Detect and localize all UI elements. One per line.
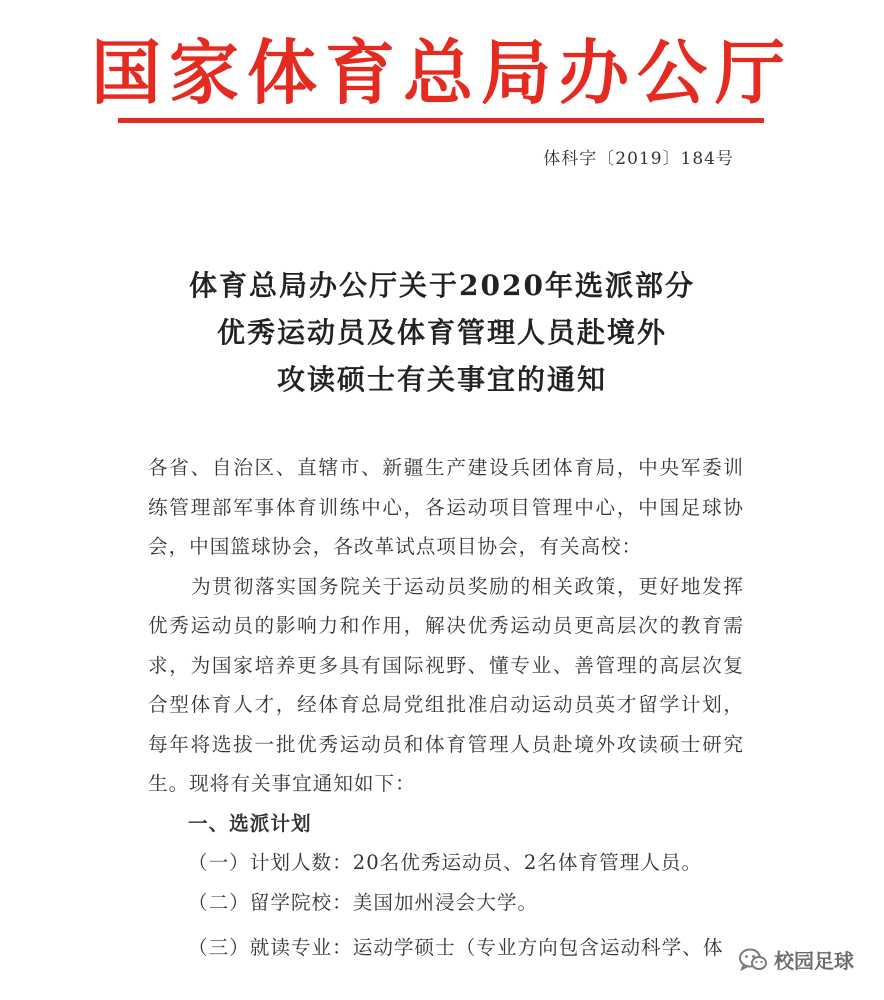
document-body — [148, 448, 744, 922]
section-heading: 一、选派计划 — [188, 811, 312, 835]
intro-paragraph: 为贯彻落实国务院关于运动员奖励的相关政策，更好地发挥优秀运动员的影响力和作用，解决优秀运动员更高层次的教育需求，为国家培养更多具有国际视野、懂专业、善管理的高层次复合型体育人才，经体育总局党组批准启动运动员英才留学计划，每年将选拔一批优秀运动员和体育管理人员赴境外攻读硕士研究生。现将有关事宜通知如下： — [148, 574, 744, 795]
wechat-icon — [738, 947, 768, 973]
title-line-3: 攻读硕士有关事宜的通知 — [276, 363, 607, 396]
title-line-2: 优秀运动员及体育管理人员赴境外 — [216, 316, 667, 349]
document-number: 体科字〔2019〕184号 — [543, 149, 734, 169]
title-line-1: 体育总局办公厅关于2020年选派部分 — [189, 269, 695, 302]
red-divider-line — [118, 118, 764, 123]
section-item-2: （二）留学院校：美国加州浸会大学。 — [188, 890, 539, 914]
addressee-paragraph: 各省、自治区、直辖市、新疆生产建设兵团体育局，中央军委训练管理部军事体育训练中心，各运动项目管理中心，中国足球协会，中国篮球协会，各改革试点项目协会，有关高校： — [148, 456, 744, 558]
section-item-1: （一）计划人数：20名优秀运动员、2名体育管理人员。 — [188, 851, 703, 874]
cut-off-line-container — [148, 928, 758, 1000]
document-title — [0, 262, 884, 403]
watermark-text: 校园足球 — [774, 949, 854, 973]
wechat-watermark — [738, 945, 854, 974]
issuing-authority-header: 国家体育总局办公厅 — [91, 32, 793, 114]
section-item-3: （三）就读专业：运动学硕士（专业方向包含运动科学、体 — [188, 936, 724, 959]
